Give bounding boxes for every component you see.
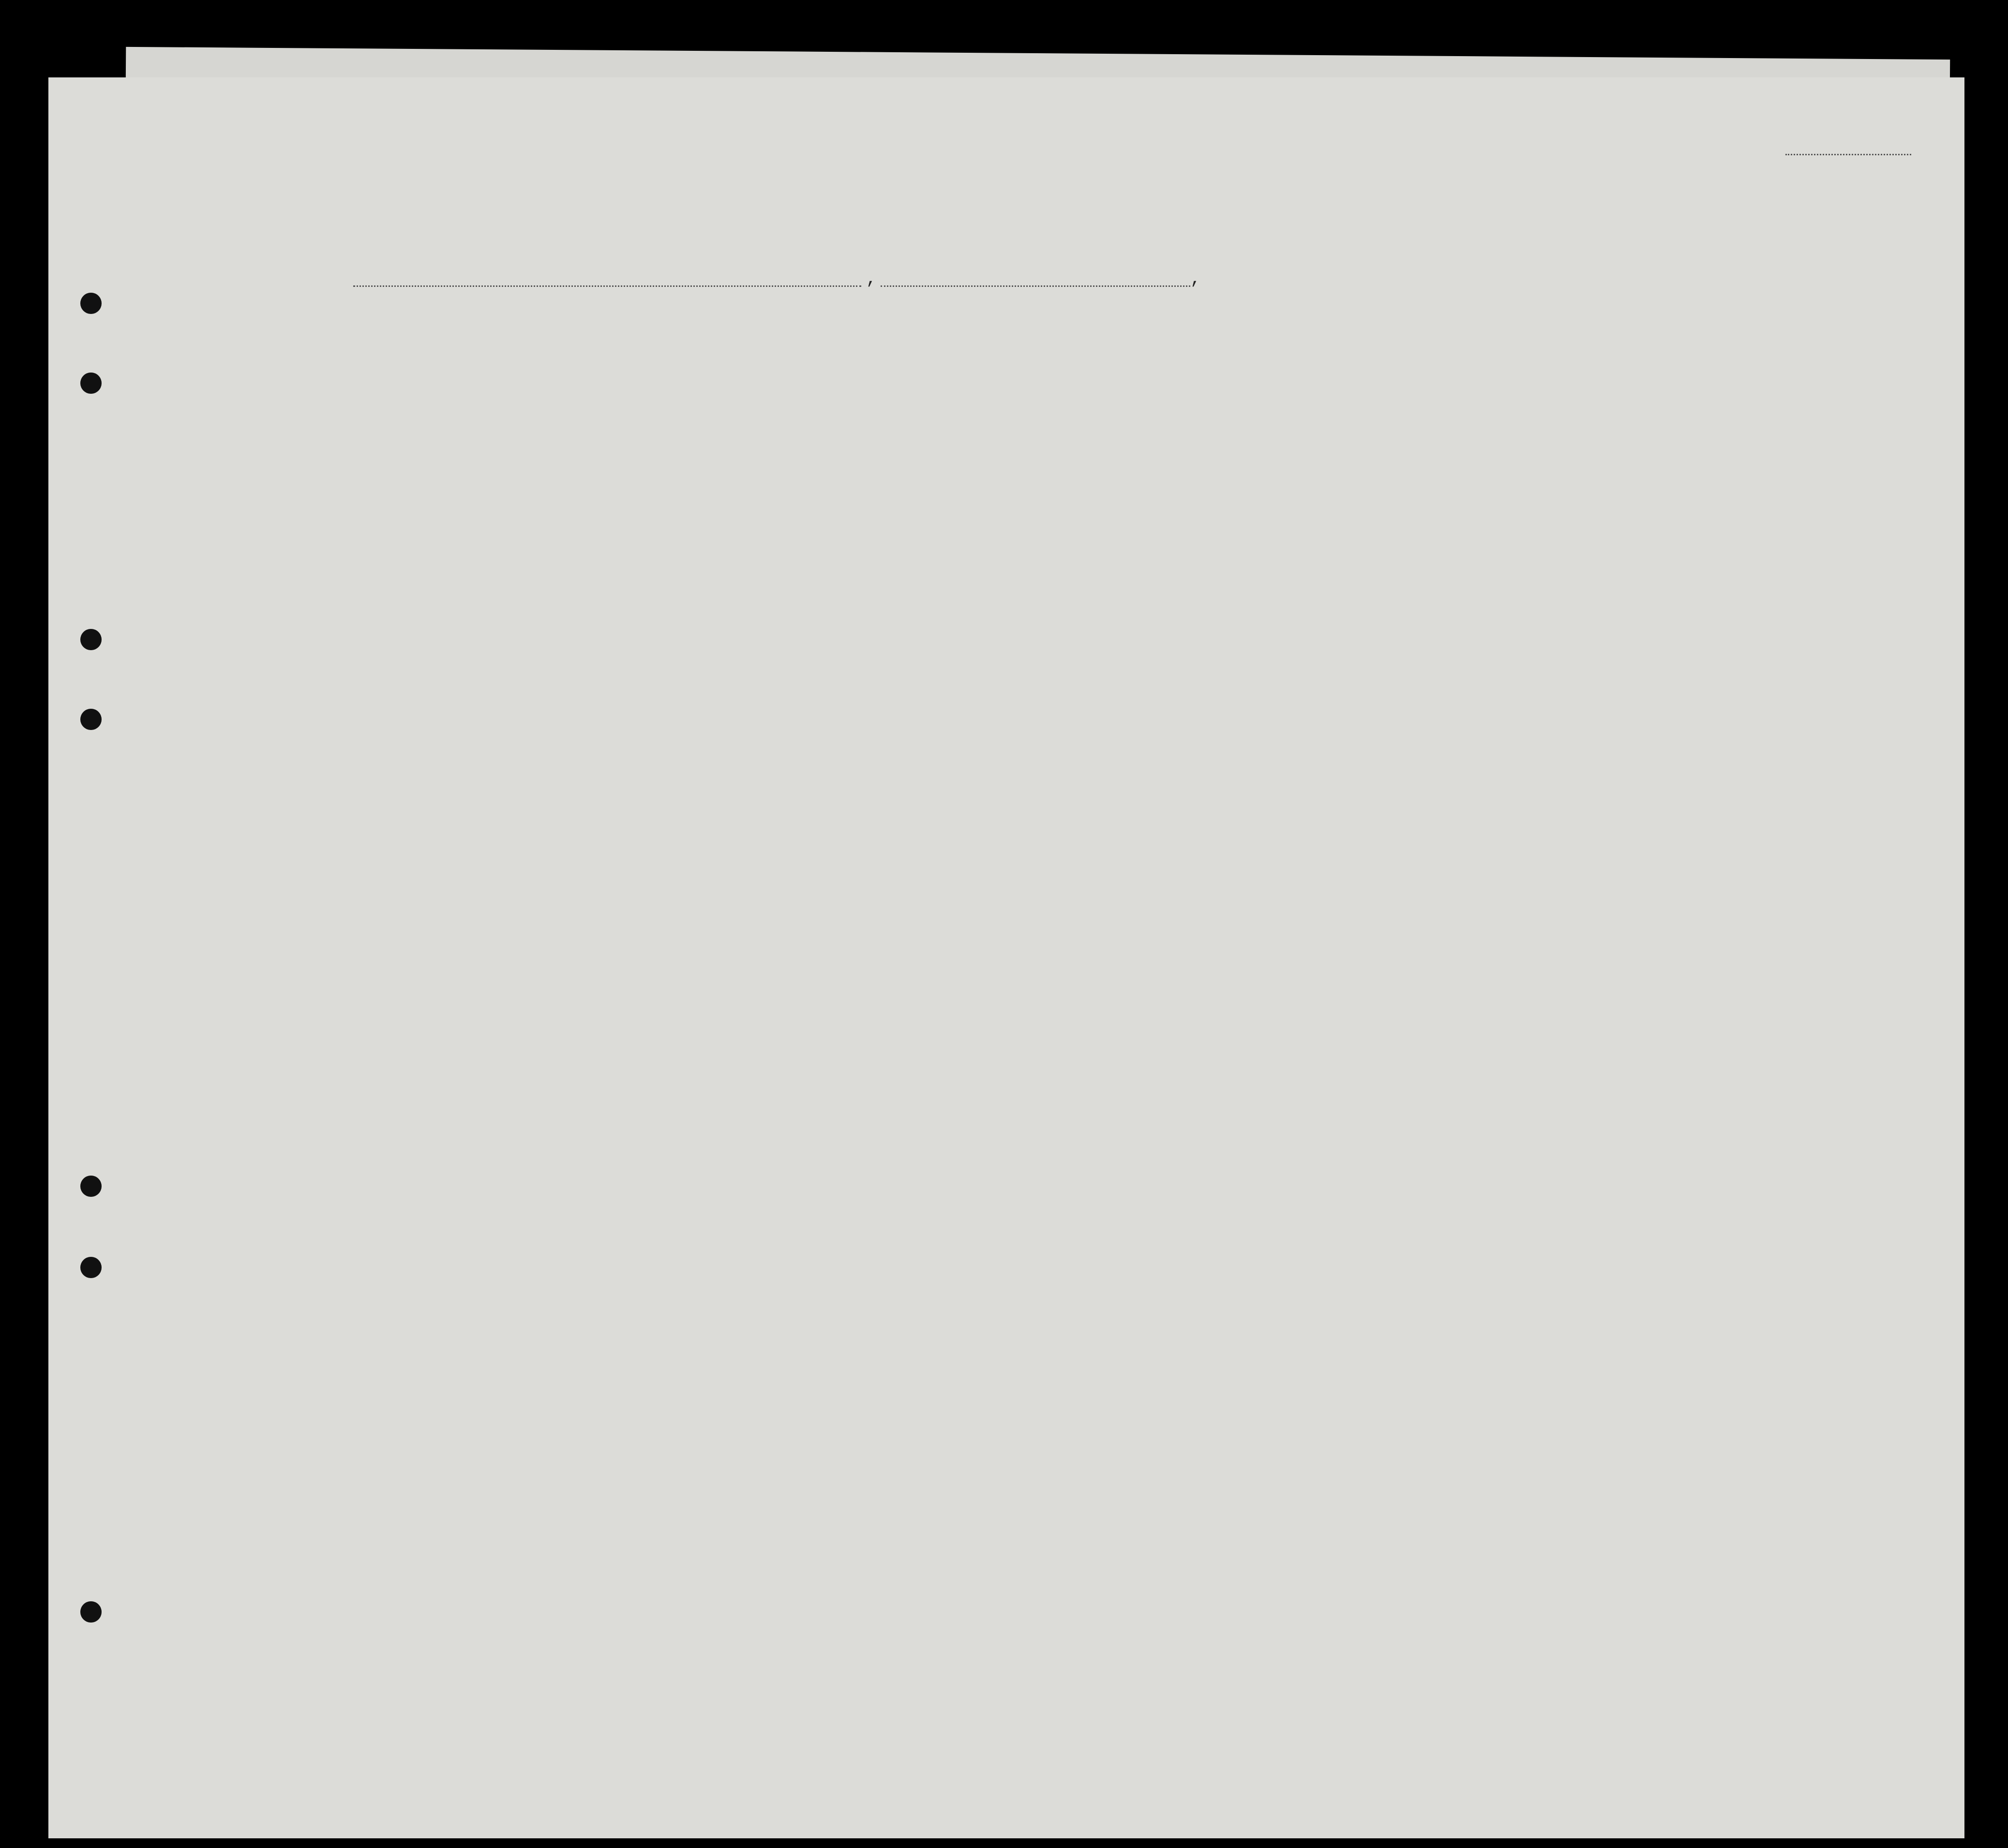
header-anarchist — [1353, 358, 1367, 474]
header-possession-50 — [715, 353, 744, 479]
header-purpose-c — [1245, 375, 1269, 477]
header-q30 — [1473, 353, 1490, 474]
header-q31 — [1494, 353, 1512, 474]
header-prison — [1283, 353, 1317, 474]
header-polygamist — [1327, 358, 1341, 474]
header-purpose-a — [1168, 375, 1197, 477]
header-q28 — [1375, 353, 1424, 474]
header-ticket — [589, 353, 614, 474]
header-q29 — [1430, 353, 1469, 474]
header-purpose-b — [1209, 375, 1232, 477]
